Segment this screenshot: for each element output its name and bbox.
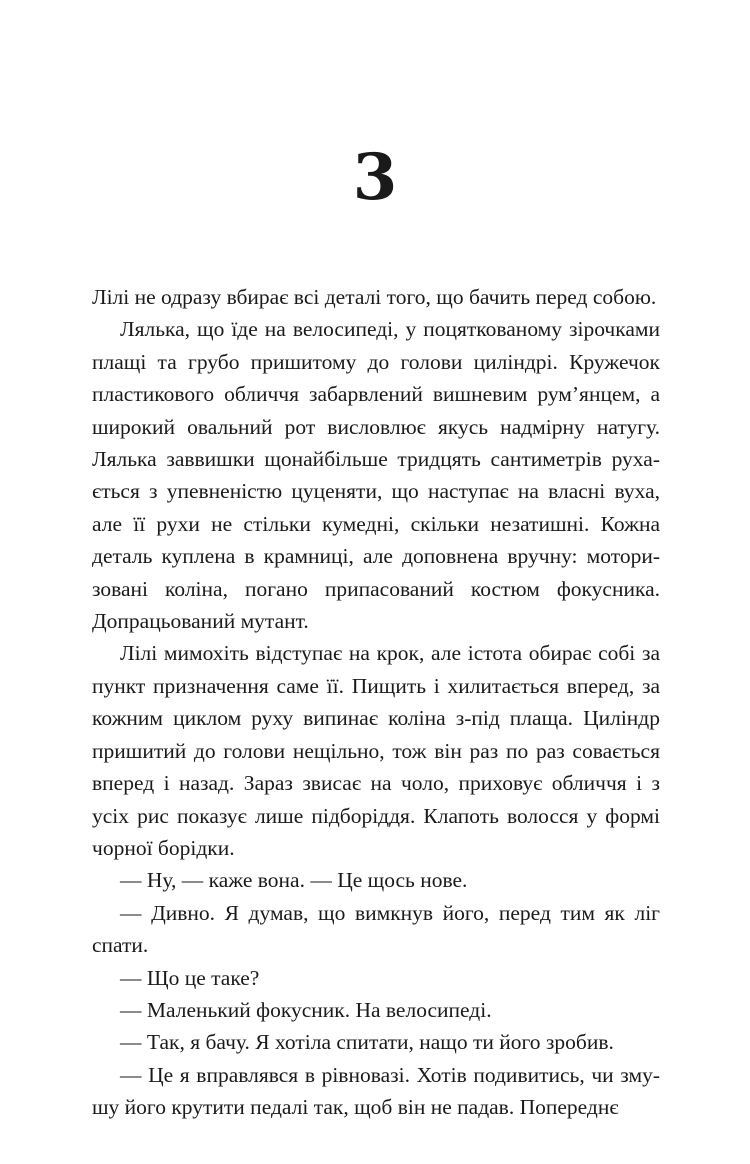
paragraph: Лілі не одразу вбирає всі деталі того, що бачить перед собою.	[92, 285, 657, 309]
paragraph: Лілі мимохіть відступає на крок, але істота обирає собі за пункт призначення саме її. Пищить і хилитається вперед, за кожним циклом руху випинає коліна з-під плаща. Циліндр пришитий до голови нещільно, тож він раз по раз совається вперед і назад. Зараз звисає на чоло, приховує обличчя і з усіх рис показує лише підборіддя. Клапоть волосся у формі чорної борідки.	[92, 641, 660, 860]
chapter-number: 3	[352, 140, 398, 215]
dialogue-line: — Так, я бачу. Я хотіла спитати, нащо ти його зробив.	[120, 1030, 614, 1055]
chapter-text	[92, 281, 660, 1124]
dialogue-line: — Ну, — каже вона. — Це щось нове.	[120, 868, 468, 893]
dialogue-line: — Це я вправлявся в рівновазі. Хотів подивитись, чи змушу його крутити педалі так, щоб він не падав. Попереднє	[92, 1062, 660, 1120]
dialogue-line: — Дивно. Я думав, що вимкнув його, перед тим як ліг спати.	[92, 900, 660, 958]
dialogue-line: — Маленький фокусник. На велосипеді.	[120, 997, 492, 1022]
paragraph: Лялька, що їде на велосипеді, у поцяткованому зірочками плащі та грубо пришитому до голови циліндрі. Кружечок пластикового обличчя забарвлений вишневим рум’янцем, а широкий овальний рот висловлює якусь надмірну натугу. Лялька заввишки щонайбільше тридцять сантиметрів рухається з упевненістю цуценяти, що наступає на власні вуха, але її рухи не стільки кумедні, скільки незатишні. Кожна деталь куплена в крамниці, але доповнена вручну: моторизовані коліна, погано припасований костюм фокусника. Допрацьований мутант.	[92, 317, 660, 634]
dialogue-line: — Що це таке?	[120, 965, 260, 990]
